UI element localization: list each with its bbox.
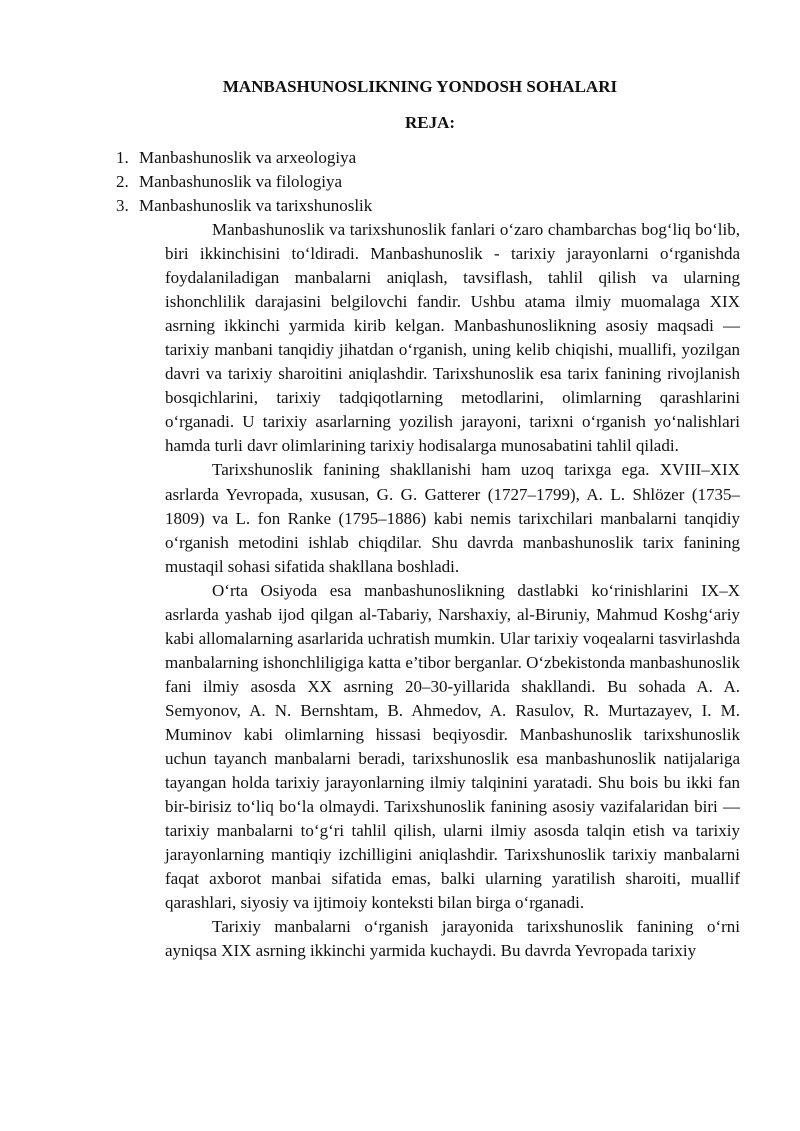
plan-item [116, 146, 372, 170]
plan-item [116, 170, 372, 194]
plan-item-number: 3. [116, 196, 129, 215]
paragraph: Tarixiy manbalarni o‘rganish jarayonida tarixshunoslik fanining o‘rni ayniqsa XIX asrning ikkinchi yarmida kuchaydi. Bu davrda Yevropada tarixiy [165, 917, 740, 961]
plan-item [116, 194, 372, 218]
plan-item-text: Manbashunoslik va arxeologiya [139, 148, 357, 167]
paragraph: Manbashunoslik va tarixshunoslik fanlari o‘zaro chambarchas bog‘liq bo‘lib, biri ikkinchisini to‘ldiradi. Manbashunoslik - tarixiy jarayonlarni o‘rganishda foydalaniladigan manbalarni aniqlash, tavsiflash, tahlil qilish va ularning ishonchlilik darajasini belgilovchi fandir. Ushbu atama ilmiy muomalaga XIX asrning ikkinchi yarmida kirib kelgan. Manbashunoslikning asosiy maqsadi — tarixiy manbani tanqidiy jihatdan o‘rganish, uning kelib chiqishi, muallifi, yozilgan davri va tarixiy sharoitini aniqlashdir. Tarixshunoslik esa tarix fanining rivojlanish bosqichlarini, tarixiy tadqiqotlarning metodlarini, olimlarning qarashlarini o‘rganadi. U tarixiy asarlarning yozilish jarayoni, tarixni o‘rganish yo‘nalishlari hamda turli davr olimlarining tarixiy hodisalarga munosabatini tahlil qiladi. [165, 220, 740, 456]
plan-list [116, 146, 372, 218]
paragraph: O‘rta Osiyoda esa manbashunoslikning dastlabki ko‘rinishlarini IX–X asrlarda yashab ijod qilgan al-Tabariy, Narshaxiy, al-Biruniy, Mahmud Koshg‘ariy kabi allomalarning asarlarida uchratish mumkin. Ular tarixiy voqealarni tasvirlashda manbalarning ishonchliligiga katta e’tibor berganlar. O‘zbekistonda manbashunoslik fani ilmiy asosda XX asrning 20–30-yillarida shakllandi. Bu sohada A. A. Semyonov, A. N. Bernshtam, B. Ahmedov, A. Rasulov, R. Murtazayev, I. M. Muminov kabi olimlarning hissasi beqiyosdir. Manbashunoslik tarixshunoslik uchun tayanch manbalarni beradi, tarixshunoslik esa manbashunoslik natijalariga tayangan holda tarixiy jarayonlarning ilmiy talqinini yaratadi. Shu bois bu ikki fan bir-birisiz to‘liq bo‘la olmaydi. Tarixshunoslik fanining asosiy vazifalaridan biri — tarixiy manbalarni to‘g‘ri tahlil qilish, ularni ilmiy asosda talqin etish va tarixiy jarayonlarning mantiqiy izchilligini aniqlashdir. Tarixshunoslik tarixiy manbalarni faqat axborot manbai sifatida emas, balki ularning yaratilish sharoiti, muallif qarashlari, siyosiy va ijtimoiy konteksti bilan birga o‘rganadi. [165, 580, 740, 913]
plan-item-number: 2. [116, 172, 129, 191]
plan-item-text: Manbashunoslik va filologiya [139, 172, 343, 191]
plan-item-text: Manbashunoslik va tarixshunoslik [139, 196, 373, 215]
plan-item-number: 1. [116, 148, 129, 167]
plan-heading: REJA: [404, 113, 456, 132]
body-text [165, 218, 740, 963]
document-title: MANBASHUNOSLIKNING YONDOSH SOHALARI [222, 77, 618, 96]
paragraph: Tarixshunoslik fanining shakllanishi ham uzoq tarixga ega. XVIII–XIX asrlarda Yevropada, xususan, G. G. Gatterer (1727–1799), A. L. Shlözer (1735–1809) va L. fon Ranke (1795–1886) kabi nemis tarixchilari manbalarni tanqidiy o‘rganish metodini ishlab chiqdilar. Shu davrda manbashunoslik tarix fanining mustaqil sohasi sifatida shakllana boshladi. [165, 460, 740, 576]
